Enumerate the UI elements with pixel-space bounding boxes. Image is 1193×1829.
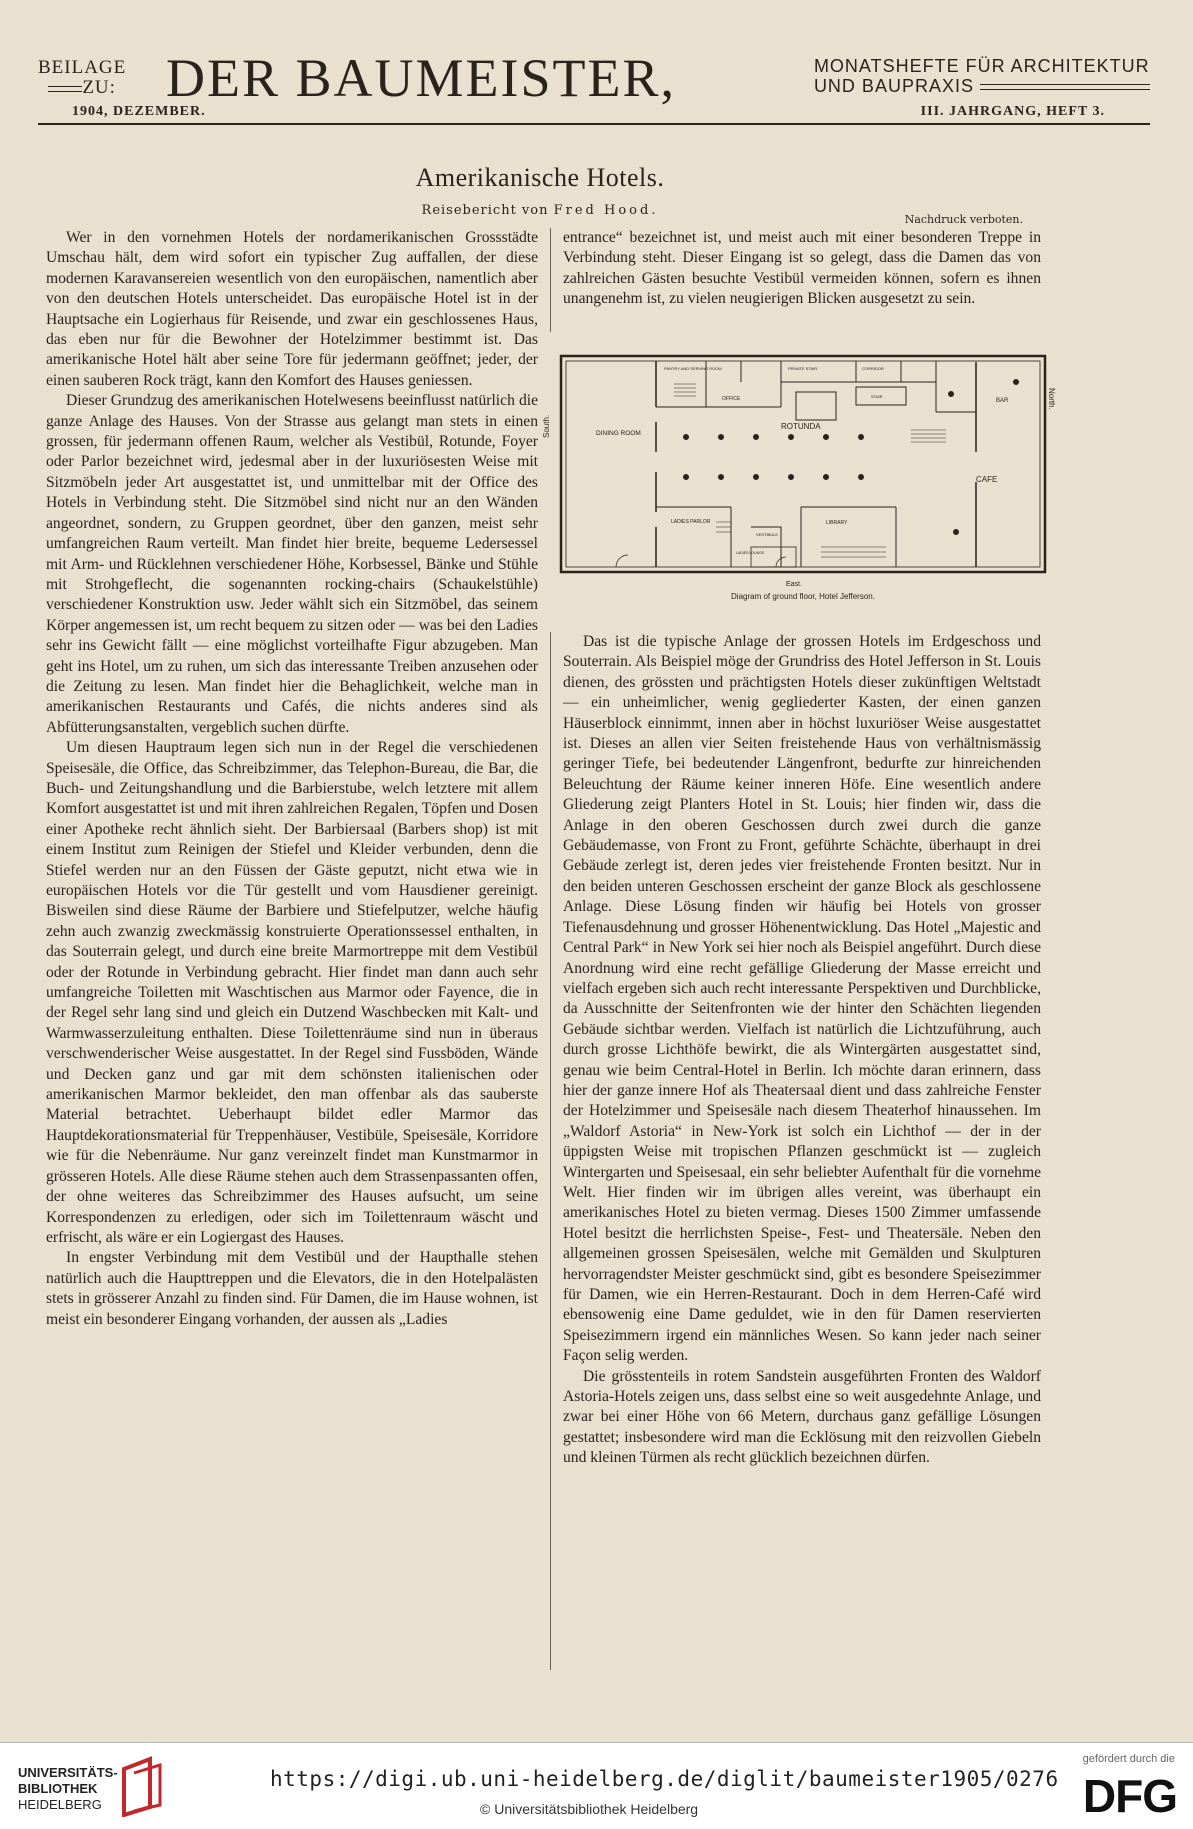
left-column <box>46 228 538 1330</box>
right-column-top <box>563 228 1041 310</box>
dfg-logo: DFG <box>1082 1770 1177 1822</box>
label-library: LIBRARY <box>826 520 848 526</box>
funding-label: gefördert durch die <box>1082 1753 1175 1765</box>
journal-title: DER BAUMEISTER, <box>166 48 677 108</box>
paragraph: Dieser Grundzug des amerikanischen Hotelwesens beeinflusst natürlich die ganze Anlage des Hauses. Von der Strasse aus gelangt man stets in einen grossen, für jedermann offenen Raum, welcher als Vestibül, Rotunde, Foyer oder Parlor bezeichnet wird, jedesmal aber in der luxuriösesten Weise mit Sitzmöbeln jeder Art ausgestattet ist, und unmittelbar mit der Office des Hotels in Verbindung steht. Die Sitzmöbel sind nicht nur an den Wänden angeordnet, sondern, zu Gruppen geordnet, über den ganzen, meist sehr umfangreichen Raum verteilt. Man findet hier breite, bequeme Ledersessel mit Arm- und Rücklehnen verschiedener Höhe, Korbsessel, Bänke und Stühle mit Strohgeflecht, die sogenannten rocking-chairs (Schaukelstühle) verschiedener Konstruktion usw. Jeder wählt sich ein Sitzmöbel, das seinem Körper angemessen ist, um recht bequem zu sitzen oder — was bei den Ladies sehr ins Gewicht fällt — eine möglichst vorteilhafte Figur abzugeben. Man geht ins Hotel, um zu ruhen, um sich das interessante Treiben anzusehen oder die Zeitung zu lesen. Man findet hier die Behaglichkeit, welche man in amerikanischen Restaurants und Cafés, die nichts anderes sind als Abfütterungsanstalten, vergeblich suchen dürfte. <box>46 392 538 736</box>
library-name <box>18 1765 118 1813</box>
reprint-notice: Nachdruck verboten. <box>904 213 1023 226</box>
masthead-rule <box>38 123 1150 125</box>
article-title: Amerikanische Hotels. <box>415 163 665 192</box>
label-ladies-lounge: LADIES LOUNGE <box>736 551 765 555</box>
label-rotunda: ROTUNDA <box>781 422 821 431</box>
label-office: OFFICE <box>722 396 741 402</box>
subtitle-line-2: UND BAUPRAXIS <box>813 76 974 96</box>
footer-bar <box>0 1742 1193 1829</box>
permalink-url[interactable]: https://digi.ub.uni-heidelberg.de/diglit/baumeister1905/0276 <box>270 1767 1059 1791</box>
label-vestibule: VESTIBULE <box>756 532 779 537</box>
paragraph: Um diesen Hauptraum legen sich nun in der Regel die verschiedenen Speisesäle, die Office, das Schreibzimmer, das Telephon-Bureau, die Bar, die Buch- und Zeitungshandlung und die Barbierstube, welch letztere mit allem Komfort ausgestattet ist und mit ihren zahlreichen Regalen, Töpfen und Dosen einer Apotheke recht ähnlich sieht. Der Barbiersaal (Barbers shop) ist mit einem Institut zum Reinigen der Stiefel und Kleider verbunden, denn die Stiefel werden nur an den Füssen der Gäste geputzt, nicht etwa wie in europäischen Hotels vor die Tür gestellt und vom Hausdiener gereinigt. Bisweilen sind diese Räume der Barbiere und Stiefelputzer, welche häufig zehn auch zwanzig zweckmässig konstruierte Operationssessel enthalten, in das Souterrain gelegt, und durch eine breite Marmortreppe mit dem Vestibül oder der Rotunde in Verbindung gebracht. Hier findet man dann auch sehr umfangreiche Toiletten mit Waschtischen aus Marmor oder Fayence, die in der Regel sehr lang sind und gleich ein Dutzend Waschbecken mit Kalt- und Warmwasserzuleitung enthalten. Diese Toilettenräume sind nun in überaus verschwenderischer Weise ausgestattet. In der Regel sind Fussböden, Wände und Decken ganz und gar mit dem schönsten italienischen oder amerikanischen Marmor bekleidet, den man offenbar als das sauberste Material betrachtet. Ueberhaupt bildet edler Marmor das Hauptdekorationsmaterial für Treppenhäuser, Vestibüle, Speisesäle, Korridore wie für die Nebenräume. Nur ganz vereinzelt findet man Kunstmarmor in grösseren Hotels. Alle diese Räume stehen auch dem Strassenpassanten offen, der ohne weiteres das Schreibzimmer des Hauses aufsucht, um seine Korrespondenzen zu erledigen, oder sich im Toilettenraum wäscht und erfrischt, als wäre er ein Logiergast des Hauses. <box>46 739 538 1246</box>
label-ladies-parlor: LADIES PARLOR <box>671 519 711 525</box>
subtitle-line-1: MONATSHEFTE FÜR ARCHITEKTUR <box>813 56 1150 76</box>
label-pantry: PANTRY AND SERVING ROOM <box>664 366 722 371</box>
column-divider <box>550 632 551 1670</box>
zu-text: ZU: <box>82 77 116 98</box>
author-name: Fred Hood. <box>553 203 659 218</box>
issue-volume: III. JAHRGANG, HEFT 3. <box>920 104 1105 119</box>
label-cafe: CAFE <box>976 475 998 484</box>
label-north: North. <box>1047 388 1056 410</box>
issue-date: 1904, DEZEMBER. <box>72 104 206 119</box>
paragraph: entrance“ bezeichnet ist, und meist auch mit einer besonderen Treppe in Verbindung steht. Dieser Eingang ist so gelegt, dass die Damen das von zahlreichen Gästen besuchte Vestibül vermeiden können, sofern es ihnen unangenehm ist, zu vielen neugierigen Blicken ausgesetzt zu sein. <box>563 229 1041 308</box>
library-logo-icon <box>120 1755 164 1817</box>
journal-subtitle <box>814 56 1150 96</box>
floor-plan-diagram <box>556 352 1050 590</box>
label-east: East. <box>786 581 802 588</box>
label-dining: DINING ROOM <box>596 430 641 437</box>
label-stair: STAIR <box>871 394 883 399</box>
paragraph: In engster Verbindung mit dem Vestibül und der Haupthalle stehen natürlich auch die Haupttreppen und die Elevators, die in den Hotelpalästen stets in grösserer Anzahl zu finden sind. Für Damen, die im Hause wohnen, ist meist ein besonderer Eingang vorhanden, der aussen als „Ladies <box>46 1249 538 1328</box>
label-bar: BAR <box>996 398 1009 404</box>
label-south: South. <box>542 414 551 438</box>
library-line-2: BIBLIOTHEK <box>18 1781 98 1796</box>
label-private-stair: PRIVATE STAIR <box>788 366 818 371</box>
paragraph: Die grösstenteils in rotem Sandstein ausgeführten Fronten des Waldorf Astoria-Hotels zeigen uns, dass selbst eine so weit ausgedehnte Anlage, und zwar bei einer Höhe von 66 Metern, durchaus ganz gefällige Lösungen gestattet; insbesondere wird man die Ecklösung mit den reizvollen Giebeln und kleinen Türmen als recht glücklich bezeichnen dürfen. <box>563 1367 1041 1467</box>
byline-prefix: Reisebericht von <box>421 203 549 218</box>
beilage-text: BEILAGE <box>38 57 127 78</box>
figure-caption: Diagram of ground floor, Hotel Jefferson. <box>731 592 875 601</box>
paragraph: Wer in den vornehmen Hotels der nordamerikanischen Grossstädte Umschau hält, dem wird sofort ein typischer Zug auffallen, der diese modernen Karavansereien wesentlich von den europäischen, namentlich aber von den deutschen Hotels unterscheidet. Das europäische Hotel ist in der Hauptsache ein Logierhaus für Reisende, und zwar ein geschlossenes Haus, das eben nur für die Bewohner der Hotelzimmer bestimmt ist. Das amerikanische Hotel hält aber seine Tore für jedermann geöffnet; jeder, der einen sauberen Rock trägt, kann den Komfort des Hauses geniessen. <box>46 229 538 389</box>
paragraph: Das ist die typische Anlage der grossen Hotels im Erdgeschoss und Souterrain. Als Beispiel möge der Grundriss des Hotel Jefferson in St. Louis dienen, des grössten und prächtigsten Hotels dieser zukünftigen Weltstadt — ein unheimlicher, wenig gegliederter Kasten, der einen ganzen Häuserblock einnimmt, innen aber in höchst luxuriöser Weise ausgestattet ist. Dieses an allen vier Seiten freistehende Haus von verhältnismässig geringer Tiefe, bei bedeutender Längenfront, bedurfte zur hinreichenden Beleuchtung der Räume keiner inneren Höfe. Eine wesentlich andere Gliederung zeigt Planters Hotel in St. Louis; hier finden wir, dass die Anlage in den oberen Geschossen durch zwei durch die ganze Gebäudemasse, von Front zu Front, geführte Schächte, überhaupt in drei Gebäude zerlegt ist, deren jedes vier freistehende Fronten besitzt. Nur in den beiden unteren Geschossen erscheint der ganze Block als geschlossene Anlage. Diese Lösung finden wir häufig bei Hotels von grosser Tiefenausdehnung und grosser Höhenentwicklung. Das Hotel „Majestic and Central Park“ in New York sei hier noch als Beispiel angeführt. Durch diese Anordnung wird eine recht gefällige Gliederung der Masse erreicht und vielfach ergeben sich auch recht interessante Perspektiven und Durchblicke, da Ausschnitte der Seitenfronten wie der hinter den Schächten liegenden Gebäude sichtbar werden. Vielfach ist natürlich die Lichtzuführung, auch durch grosse Lichthöfe bewirkt, die als Wintergärten ausgestattet sind, genau wie beim Central-Hotel in Berlin. Ich möchte daran erinnern, dass hier der ganze innere Hof als Theatersaal dient und dass zahlreiche Fenster der Hotelzimmer und Speisesäle nach diesem Theaterhof hinaussehen. Im „Waldorf Astoria“ in New-York ist solch ein Lichthof — der in der üppigsten Weise mit tropischen Pflanzen geschmückt ist — zugleich Wintergarten und Speisesaal, ein sehr beliebter Aufenthalt für die vornehme Welt. Hier finden wir im übrigen alles vereint, was überhaupt ein amerikanisches Hotel zu bieten vermag. Dieses 1500 Zimmer umfassende Hotel besitzt die herrlichsten Speise-, Fest- und Theatersäle. Neben den allgemeinen grossen Speisesälen, welche mit Gemälden und Skulpturen hervorragendster Meister geschmückt sind, gibt es besondere Speisezimmer für Damen, wie ein Herren-Restaurant. Doch in dem Herren-Café wird ebensowenig eine Dame geduldet, wie in den für Damen reservierten Speisezimmern irgend ein männliches Wesen. So kann jeder nach seiner Façon selig werden. <box>563 633 1041 1365</box>
column-divider <box>550 228 551 332</box>
floor-plan-figure <box>542 352 1056 610</box>
library-line-3: HEIDELBERG <box>18 1797 102 1812</box>
right-column-bottom <box>563 632 1041 1469</box>
library-line-1: UNIVERSITÄTS- <box>18 1765 118 1780</box>
label-corridor: CORRIDOR <box>862 366 884 371</box>
beilage-label <box>38 58 126 98</box>
copyright-notice: © Universitätsbibliothek Heidelberg <box>480 1801 699 1817</box>
